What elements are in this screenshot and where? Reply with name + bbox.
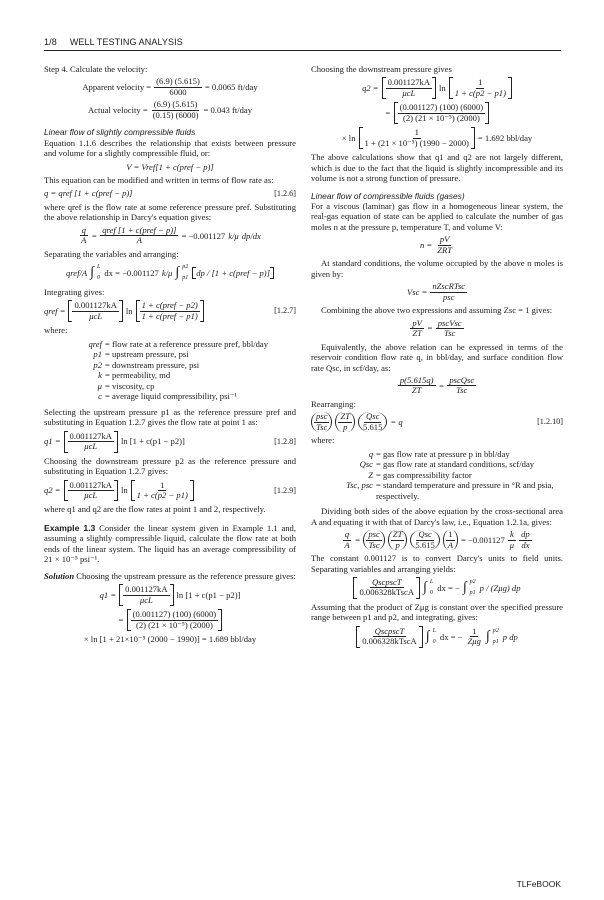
paragraph-assuming: Assuming that the product of Zμg is constant over the specified pressure range between p1 and p2, and integrating, gives: (311, 601, 563, 623)
eq-separated: qref/A ∫ L 0 dx = −0.001127 k/μ ∫ p2 p1 dp / [1 + c(pref − p)] (44, 262, 296, 284)
eq-flow: $\frac{p(5.615q)}{ZT}$ = $\frac{\text{pscQsc}}{\text{Tsc}}$ (399, 374, 475, 396)
eq-tag: [1.2.8] (274, 436, 296, 446)
paragraph-standard: At standard conditions, the volume occupied by the above n moles is given by: (311, 258, 563, 279)
paragraph-rearranging: Rearranging: (311, 398, 356, 409)
definition-row: k = permeability, md (98, 370, 171, 381)
eq-darcy-substituted: $\frac{q}{A}$ = $\frac{\text{qref [1 + c(pref − p)]}}{A}$ = −0.001127 k/μ dp/dx (81, 224, 261, 246)
definition-row: Z = gas compressibility factor (368, 469, 472, 480)
definition-row: qref = flow rate at a reference pressure pref, bbl/day (88, 338, 269, 349)
nomenclature-list (44, 339, 296, 402)
paragraph-integrating: Integrating gives: (44, 286, 105, 297)
definition-row: q = gas flow rate at pressure p in bbl/day (368, 448, 510, 459)
eq-1-2-10: $\frac{\text{psc}}{\text{Tsc}}$ $\frac{ZT}{p}$ $\frac{\text{Qsc}}{5.615}$ = q [1.2.10] (311, 412, 563, 432)
paragraph-qref: where qref is the flow rate at some reference pressure pref. Substituting the above relationship in Darcy's equation gives: (44, 201, 296, 223)
eq-1-2-8: q1 = $\frac{0.001127kA}{\text{μcL}}$ ln [1 + c(p1 − p2)] [1.2.8] (44, 430, 296, 452)
right-column (311, 64, 563, 651)
eq-1-2-9: q2 = $\frac{0.001127kA}{\text{μcL}}$ ln $\frac{1}{1 + c(p2 - p1)}$ [1.2.9] (44, 479, 296, 500)
paragraph-comparison: The above calculations show that q1 and q2 are not largely different, which is due to the fact that the liquid is slightly incompressible and its volume is not a strong function of pressure. (311, 152, 563, 184)
eq-1-2-7: qref = $\frac{0.001127kA}{\text{μcL}}$ ln $\frac{\text{1 + c(pref − p2)}}{\text{1 + c(pref − p1)}}$ [1.2.7] (44, 300, 296, 321)
eq-combined: $\frac{pV}{ZT}$ = $\frac{\text{pscVsc}}{\text{Tsc}}$ (412, 317, 462, 339)
solution-label: Solution (44, 570, 75, 581)
eq-moles: n = $\frac{pV}{\text{ZRT}}$ (419, 234, 453, 255)
eq-tag: [1.2.10] (537, 417, 563, 427)
nomenclature-list (311, 449, 563, 501)
eq-integrated-gas: $\frac{\text{QscpscT}}{\text{0.006328kTscA}}$ ∫ L 0 dx = − $\frac{1}{\text{Zμg}}$ ∫ p2 p1 p dp (311, 626, 563, 648)
paragraph-constant: The constant 0.001127 is to convert Darcy's units to field units. Separating variables and arranging yields: (311, 553, 563, 574)
eq-tag: [1.2.6] (274, 188, 296, 198)
eq-solution-numbers: = $\frac{(0.001127) (100) (6000)}{\text{(2) (21 × 10⁻⁵) (2000)}}$ (44, 609, 296, 631)
eq-tag: [1.2.7] (274, 306, 296, 316)
eq-vsc: Vsc = $\frac{\text{nZscRTsc}}{\text{psc}}$ (407, 281, 465, 302)
header-rule (44, 50, 561, 51)
solution-text: Choosing the upstream pressure as the reference pressure gives: (76, 570, 296, 581)
eq-separated-gas: $\frac{\text{QscpscT}}{\text{0.006328kTscA}}$ ∫ L 0 dx = − ∫ p2 p1 p / (Zμg) dp (311, 577, 563, 599)
eq-solution-q1: q1 = $\frac{0.001127kA}{\text{μcL}}$ ln [1 + c(p1 − p2)] (99, 584, 241, 605)
eq-darcy-gas: $\frac{q}{A}$ = $\frac{\text{psc}}{\text{Tsc}}$ $\frac{ZT}{p}$ $\frac{\text{Qsc}}{5.615}$ $\frac{1}{A}$ = −0.001127 $\frac{k}{\mu}$ $\frac{dp}{dx}$ (344, 529, 530, 550)
paragraph-dividing: Dividing both sides of the above equation by the cross-sectional area A and equating it with that of Darcy's law, i.e., Equation 1.2.1a, gives: (311, 506, 563, 527)
eq-1-2-6: q = qref [1 + c(pref − p)] [1.2.6] (44, 188, 296, 199)
paragraph-downstream: Choosing the downstream pressure gives (311, 64, 452, 74)
definition-row: p1 = upstream pressure, psi (93, 349, 189, 360)
running-header (44, 37, 561, 48)
eq-tag: [1.2.9] (274, 485, 296, 495)
definition-row: Tsc, psc = standard temperature and pressure in °R and psia, respectively. (346, 480, 554, 501)
eq-right-numbers: = $\frac{(0.001127) (100) (6000)}{\text{(2) (21 × 10⁻⁵) (2000)}}$ (311, 102, 563, 124)
eq-right-result: × ln $\frac{1}{\text{1 + (21 × 10⁻⁵) (1990 − 2000)}}$ = 1.692 bbl/day (341, 127, 533, 148)
section-heading-compressible: Linear flow of compressible fluids (gases) (311, 190, 465, 201)
paragraph-gas-flow: For a viscous (laminar) gas flow in a homogeneous linear system, the real-gas equation of state can be applied to calculate the number of gas moles n at the pressure p, temperature T, and volume V: (311, 200, 563, 232)
left-column (44, 64, 296, 648)
paragraph-equivalently: Equivalently, the above relation can be expressed in terms of the reservoir condition flow rate q, in bbl/day, and surface condition flow rate Qsc, in scf/day, as: (311, 341, 563, 373)
paragraph-combining: Combining the above two expressions and assuming Zsc = 1 gives: (321, 305, 553, 316)
paragraph-eq116: Equation 1.1.6 describes the relationship that exists between pressure and volume for a slightly compressible fluid, or: (44, 137, 296, 159)
solution (44, 571, 296, 581)
page-number: 1/8 (44, 37, 57, 47)
actual-velocity-eq: Actual velocity = $\frac{(6.9) (5.615)}{(0.15) (6000)}$ = 0.043 ft/day (87, 99, 253, 120)
step4-text: Step 4. Calculate the velocity: (44, 64, 148, 74)
example-text: Consider the linear system given in Example 1.1 and, assuming a slightly compressible liquid, calculate the flow rate at both ends of the linear system. The liquid has an average compressibility of 21 × 10⁻⁵ psi⁻¹. (44, 522, 296, 565)
definition-row: c = average liquid compressibility, psi⁻¹ (98, 391, 237, 402)
where-label: where: (44, 325, 68, 336)
paragraph-q1-q2: where q1 and q2 are the flow rates at point 1 and 2, respectively. (44, 504, 266, 515)
eq-right-q2: q2 = $\frac{0.001127kA}{\text{μcL}}$ ln $\frac{1}{1 + c(p2 - p1)}$ (311, 77, 563, 99)
example-1-3 (44, 523, 296, 565)
definition-row: p2 = downstream pressure, psi (93, 359, 200, 370)
eq-solution-result: × ln [1 + 21×10⁻⁵ (2000 − 1990)] = 1.689 bbl/day (83, 634, 257, 645)
section-heading-slightly-compressible: Linear flow of slightly compressible fluids (44, 127, 196, 138)
paragraph-separating: Separating the variables and arranging: (44, 248, 179, 259)
paragraph-upstream-ref: Selecting the upstream pressure p1 as the reference pressure pref and substituting in Equation 1.2.7 gives the flow rate at point 1 as: (44, 406, 296, 428)
paragraph-flow-rate: This equation can be modified and written in terms of flow rate as: (44, 175, 274, 185)
apparent-velocity-eq: Apparent velocity = $\frac{(6.9) (5.615)}{6000}$ = 0.0065 ft/day (82, 76, 258, 97)
chapter-title: WELL TESTING ANALYSIS (69, 37, 183, 47)
definition-row: Qsc = gas flow rate at standard conditions, scf/day (359, 459, 535, 470)
example-label: Example 1.3 (44, 522, 96, 533)
footer-watermark: TLFeBOOK (516, 879, 561, 889)
where-label: where: (311, 435, 335, 446)
eq-vref: V = Vref[1 + c(pref − p)] (126, 161, 214, 172)
definition-row: μ = viscosity, cp (97, 380, 155, 391)
paragraph-downstream-ref: Choosing the downstream pressure p2 as the reference pressure and substituting in Equation 1.2.7 gives: (44, 455, 296, 477)
